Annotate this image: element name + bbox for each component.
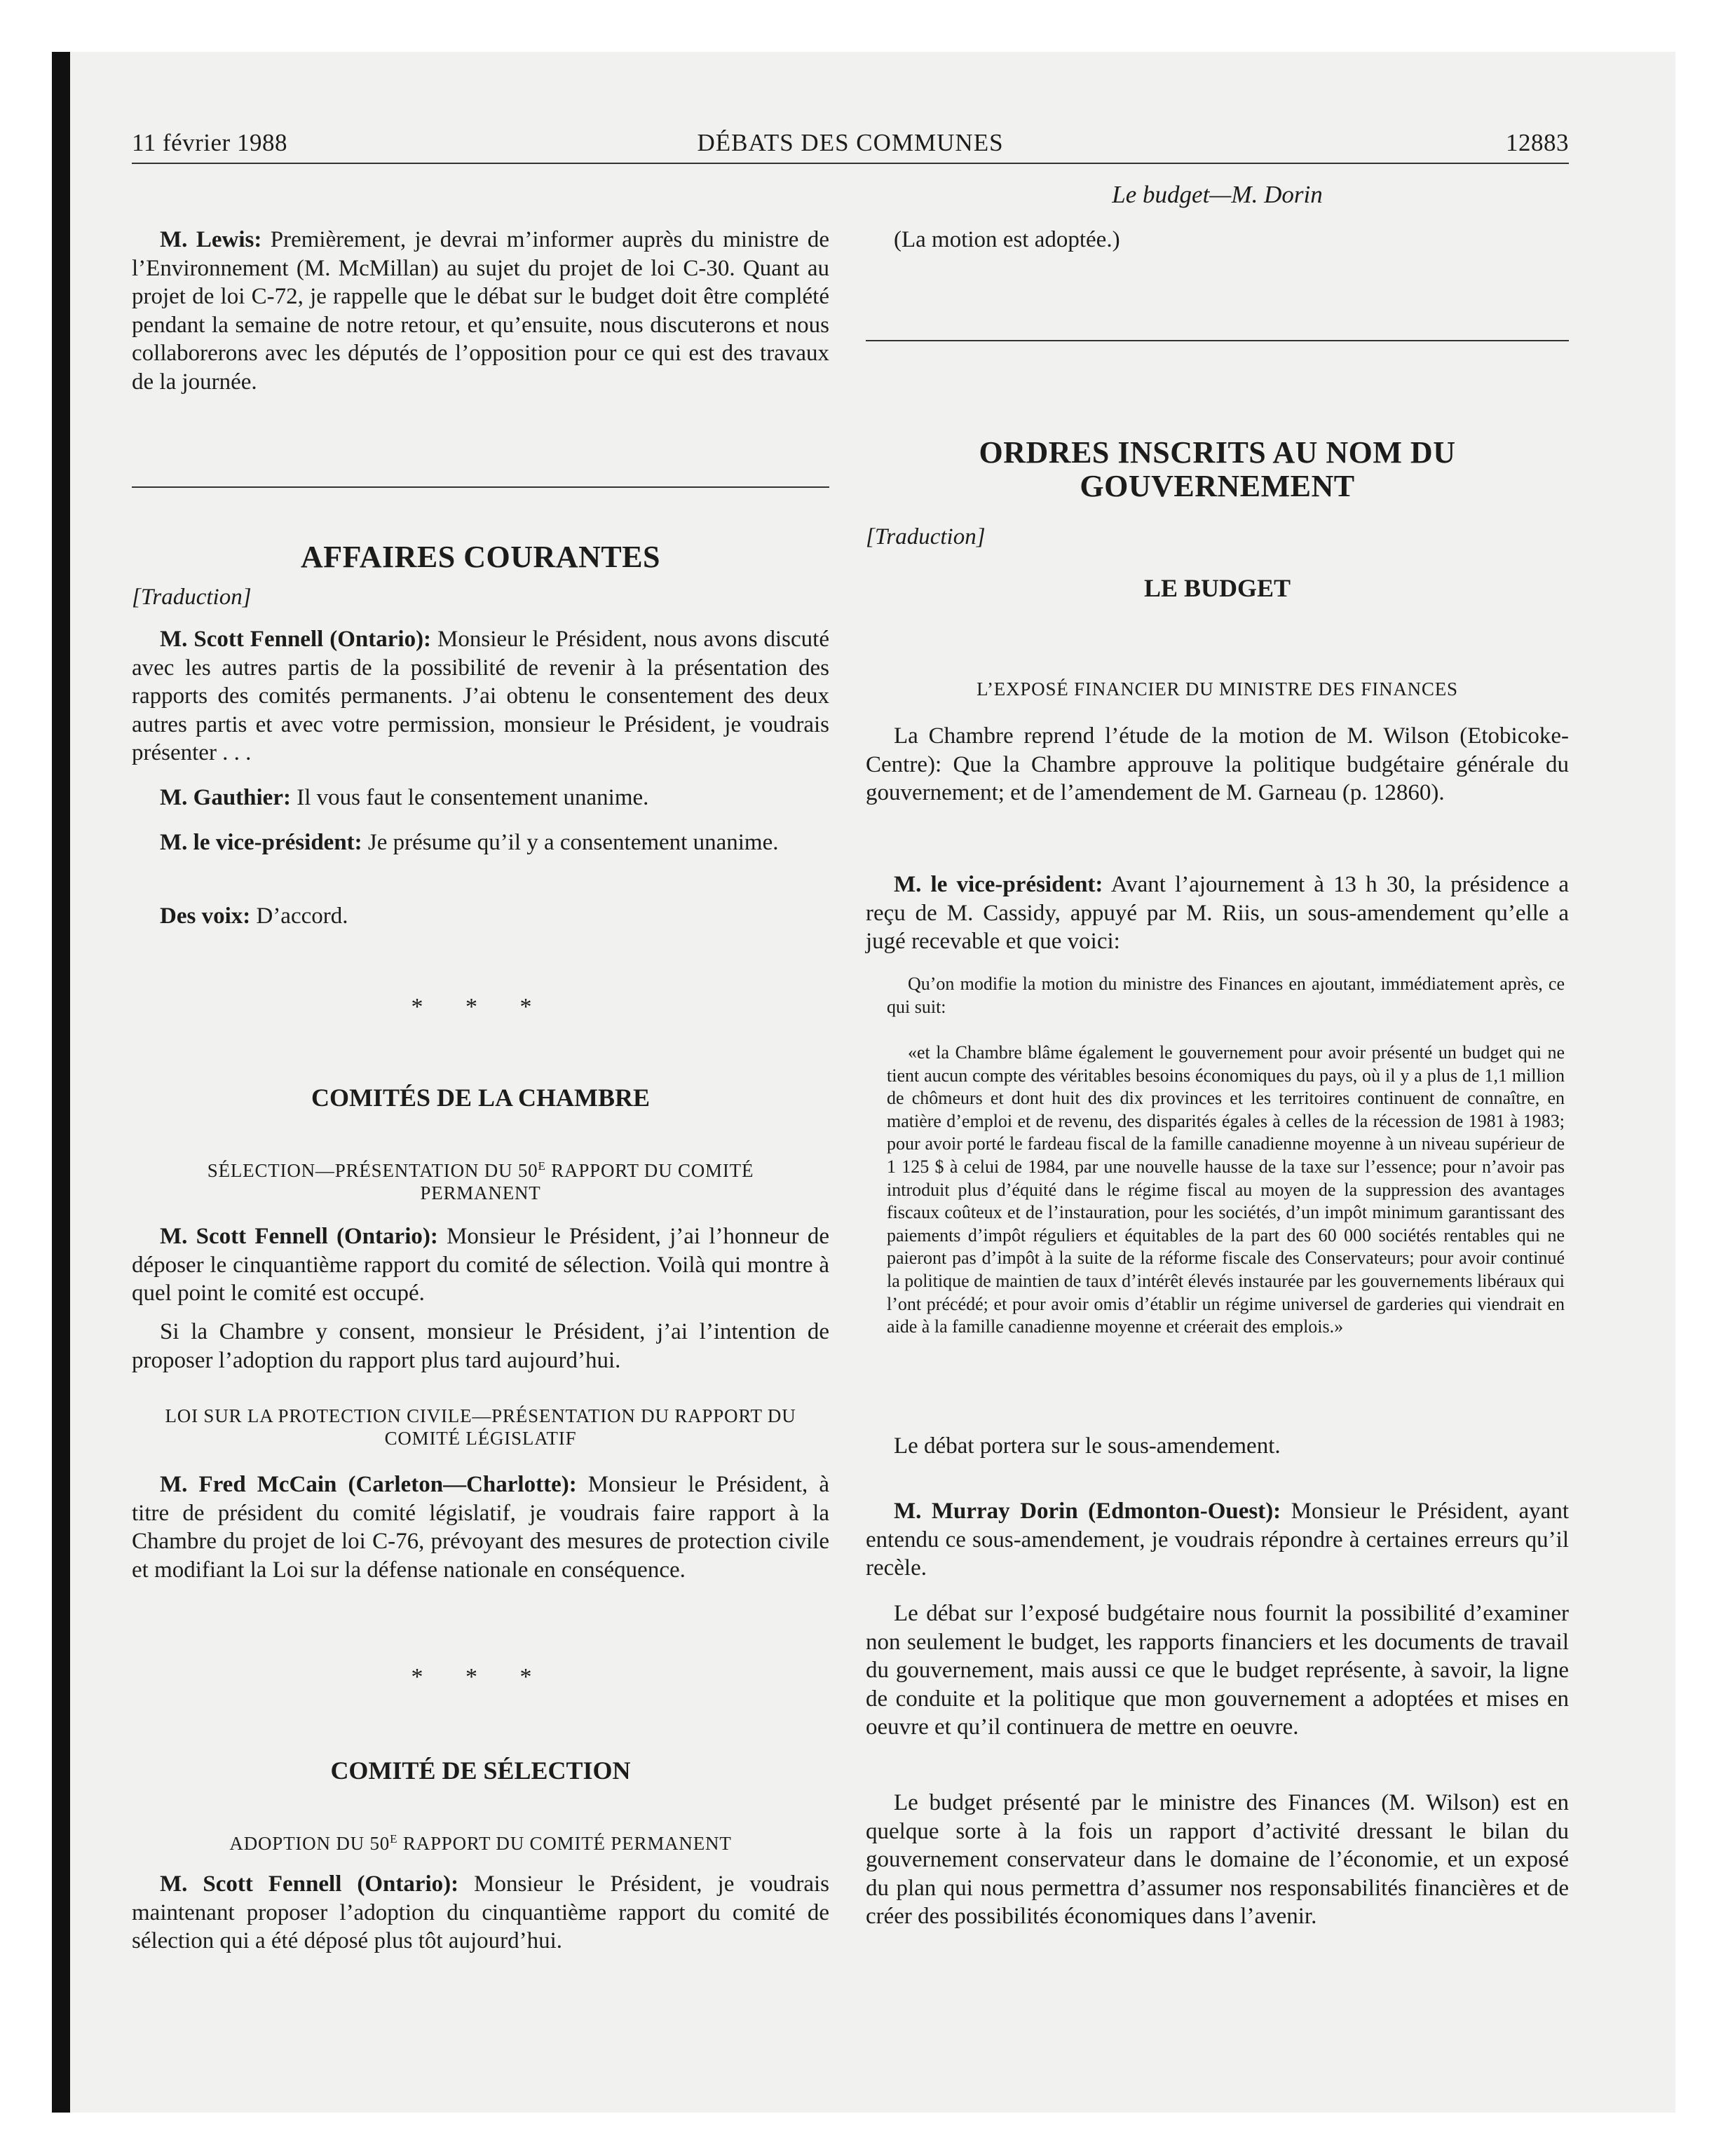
paragraph-consent: Si la Chambre y consent, monsieur le Président, j’ai l’intention de proposer l’adoption du rapport plus tard aujourd’hui. bbox=[132, 1319, 829, 1373]
page-header bbox=[132, 129, 1569, 164]
section-rule bbox=[132, 486, 829, 488]
paragraph-vice-president-budget: M. le vice-président: Avant l’ajournement à 13 h 30, la présidence a reçu de M. Cassidy, appuyé par M. Riis, un sous-amendement qu’elle a jugé recevable et que voici: bbox=[866, 872, 1570, 954]
paragraph-mccain: M. Fred McCain (Carleton—Charlotte): Monsieur le Président, à titre de président du comité législatif, je voudrais faire rapport à la Chambre du projet de loi C-76, prévoyant des mesures de protection civile et modifiant la Loi sur la défense nationale en conséquence. bbox=[132, 1472, 829, 1583]
scan-edge-shadow bbox=[52, 52, 70, 2113]
speaker-name: M. le vice-président: bbox=[894, 872, 1103, 897]
traduction-label: [Traduction] bbox=[132, 585, 252, 610]
paragraph-motion-adopted: (La motion est adoptée.) bbox=[894, 227, 1120, 252]
subheading-loi-protection-civile: LOI SUR LA PROTECTION CIVILE—PRÉSENTATION DU RAPPORT DU COMITÉ LÉGISLATIF bbox=[165, 1405, 796, 1449]
running-title: Le budget—M. Dorin bbox=[1112, 181, 1323, 208]
paragraph-lewis: M. Lewis: Premièrement, je devrai m’informer auprès du ministre de l’Environnement (M. McMillan) au sujet du projet de loi C-30. Quant au projet de loi C-72, je rappelle que le débat sur le budget doit être complété pendant la semaine de notre retour, et qu’ensuite, nous discuterons et nous collaborerons avec les députés de l’opposition pour ce qui est des travaux de la journée. bbox=[132, 227, 829, 395]
speaker-name: M. le vice-président: bbox=[160, 830, 362, 855]
speaker-name: M. Scott Fennell (Ontario): bbox=[160, 627, 432, 652]
header-rule bbox=[132, 163, 1569, 164]
heading-comite-selection: COMITÉ DE SÉLECTION bbox=[330, 1756, 631, 1785]
speaker-name: M. Scott Fennell (Ontario): bbox=[160, 1871, 459, 1897]
paragraph-chambre-reprend: La Chambre reprend l’étude de la motion de M. Wilson (Etobicoke-Centre): Que la Chambre approuve la politique budgétaire générale du gouvernement; et de l’amendement de M. Garneau (p. 12860). bbox=[866, 723, 1569, 805]
subheading-selection: SÉLECTION—PRÉSENTATION DU $50^E$ RAPPORT DU COMITÉ PERMANENT bbox=[207, 1159, 754, 1203]
quote-sous-amendement: «et la Chambre blâme également le gouvernement pour avoir présenté un budget qui ne tient aucun compte des véritables besoins économiques du pays, où il y a plus de 1,1 million de chômeurs et dont huit des dix provinces et les territoires continuent de connaître, en matière d’emploi et de revenu, des disparités égales à celles de la récession de 1981 à 1983; pour avoir porté le fardeau fiscal de la famille canadienne moyenne à un niveau supérieur de 1 125 $ à celui de 1984, par une nouvelle hausse de la taxe sur l’essence; pour n’avoir pas introduit plus d’équité dans le régime fiscal au moyen de la suppression des avantages fiscaux coûteux et de l’instauration, pour les sociétés, d’un impôt minimum garantissant des paiements d’impôt réguliers et équitables de la part des 60 000 sociétés rentables qui ne paieront pas d’impôt à la suite de la réforme fiscale des Conservateurs; pour avoir continué la politique de maintien de taux d’intérêt élevés instaurée par les gouvernements libéraux qui l’ont précédé; et pour avoir omis d’établir un régime universel de garderies qui viendrait en aide à la famille canadienne moyenne et créerait des emplois.» bbox=[887, 1042, 1565, 1337]
paragraph-gauthier: M. Gauthier: Il vous faut le consentement unanime. bbox=[160, 785, 649, 810]
paragraph-fennell-1: M. Scott Fennell (Ontario): Monsieur le Président, nous avons discuté avec les autres partis de la possibilité de revenir à la présentation des rapports des comités permanents. J’ai obtenu le consentement des deux autres partis et avec votre permission, monsieur le Président, je voudrais présenter . . . bbox=[132, 627, 829, 765]
paragraph-fennell-2: M. Scott Fennell (Ontario): Monsieur le Président, j’ai l’honneur de déposer le cinquantième rapport du comité de sélection. Voilà qui montre à quel point le comité est occupé. bbox=[132, 1224, 829, 1306]
paragraph-dorin-3: Le budget présenté par le ministre des Finances (M. Wilson) est en quelque sorte à la fois un rapport d’activité dressant le bilan du gouvernement conservateur dans le domaine de l’économie, et un exposé du plan qui nous permettra d’assumer nos responsabilités financières et de créer des possibilités économiques dans l’avenir. bbox=[866, 1790, 1569, 1929]
heading-comites-chambre: COMITÉS DE LA CHAMBRE bbox=[311, 1084, 651, 1112]
speaker-name: M. Lewis: bbox=[160, 227, 262, 252]
heading-le-budget: LE BUDGET bbox=[1143, 574, 1291, 602]
paragraph-fennell-3: M. Scott Fennell (Ontario): Monsieur le Président, je voudrais maintenant proposer l’adoption du cinquantième rapport du comité de sélection qui a été déposé plus tôt aujourd’hui. bbox=[132, 1871, 829, 1953]
paragraph-debat-portera: Le débat portera sur le sous-amendement. bbox=[894, 1433, 1281, 1459]
section-rule bbox=[866, 340, 1569, 341]
paragraph-des-voix: Des voix: D’accord. bbox=[160, 903, 348, 929]
speaker-name: M. Gauthier: bbox=[160, 785, 291, 810]
subheading-adoption: ADOPTION DU $50^E$ RAPPORT DU COMITÉ PERMANENT bbox=[229, 1832, 732, 1854]
subheading-expose-financier: L’EXPOSÉ FINANCIER DU MINISTRE DES FINANCES bbox=[977, 678, 1458, 700]
paragraph-dorin-2: Le débat sur l’exposé budgétaire nous fournit la possibilité d’examiner non seulement le budget, les rapports financiers et les documents de travail du gouvernement, mais aussi ce que le budget représente, à savoir, la ligne de conduite et la politique que mon gouvernement a adoptées et mises en oeuvre et qu’il continuera de mettre en oeuvre. bbox=[866, 1601, 1569, 1740]
paragraph-dorin-1: M. Murray Dorin (Edmonton-Ouest): Monsieur le Président, ayant entendu ce sous-amendement, je voudrais répondre à certaines erreurs qu’il recèle. bbox=[866, 1499, 1569, 1581]
header-date: 11 février 1988 bbox=[132, 129, 287, 156]
speaker-name: M. Murray Dorin (Edmonton-Ouest): bbox=[894, 1499, 1281, 1524]
speaker-name: Des voix: bbox=[160, 903, 251, 929]
speaker-name: M. Fred McCain (Carleton—Charlotte): bbox=[160, 1472, 577, 1497]
section-stars: * * * bbox=[411, 1664, 550, 1690]
speaker-name: M. Scott Fennell (Ontario): bbox=[160, 1224, 438, 1249]
quote-motion: Qu’on modifie la motion du ministre des Finances en ajoutant, immédiatement après, ce qui suit: bbox=[887, 974, 1565, 1017]
paragraph-vice-president: M. le vice-président: Je présume qu’il y a consentement unanime. bbox=[160, 830, 779, 855]
section-stars: * * * bbox=[411, 994, 550, 1020]
traduction-label: [Traduction] bbox=[866, 524, 986, 550]
heading-ordres-gouvernement: ORDRES INSCRITS AU NOM DU GOUVERNEMENT bbox=[979, 435, 1456, 503]
header-page-number: 12883 bbox=[1506, 129, 1569, 156]
header-title: DÉBATS DES COMMUNES bbox=[697, 129, 1004, 156]
heading-affaires-courantes: AFFAIRES COURANTES bbox=[300, 540, 661, 574]
